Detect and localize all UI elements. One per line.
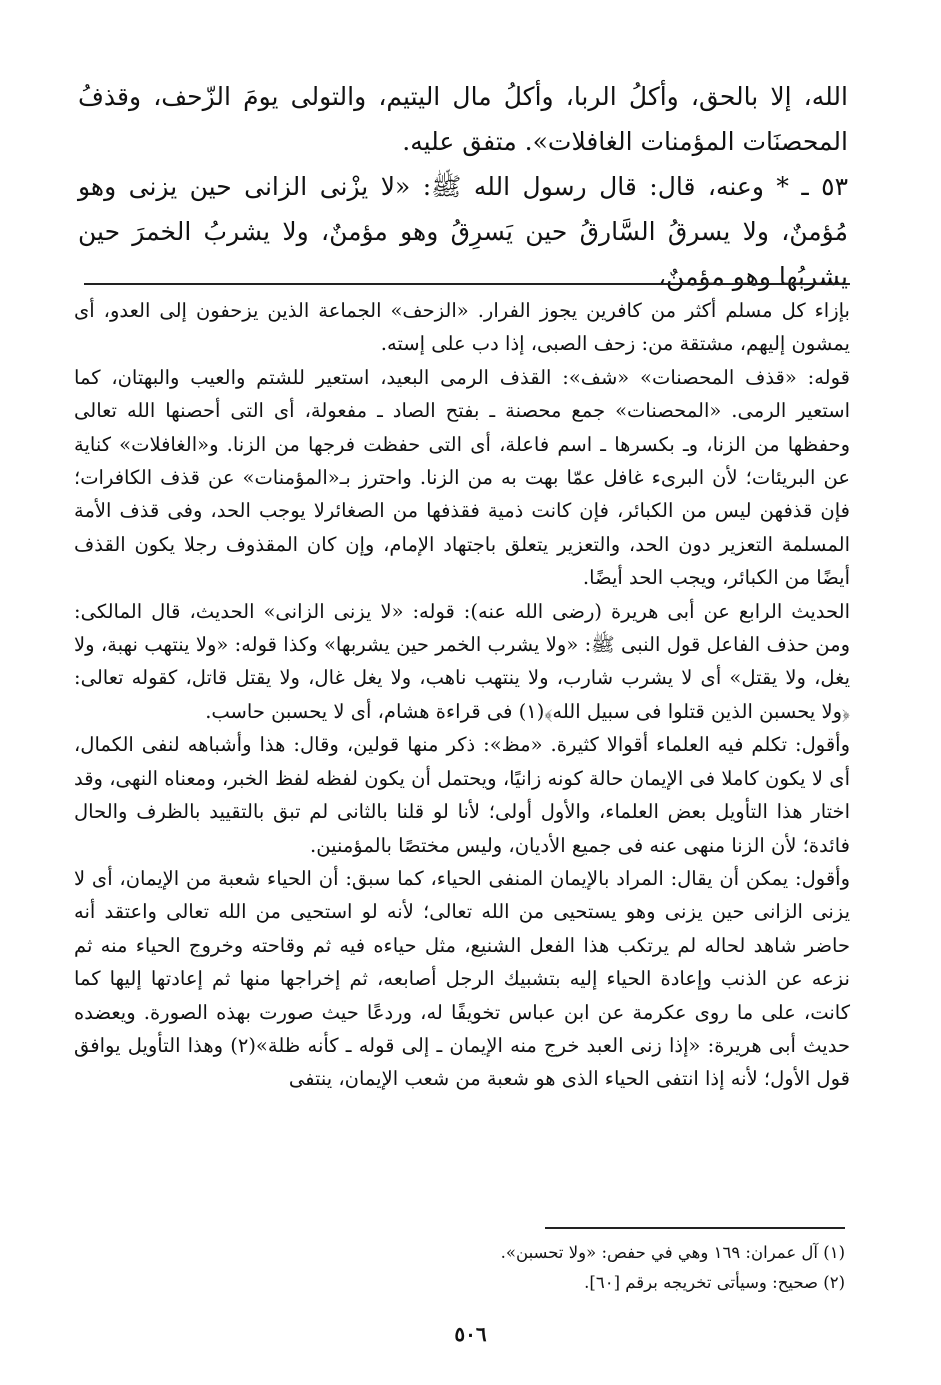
main-divider: [84, 283, 850, 285]
commentary-paragraph: بإزاء كل مسلم أكثر من كافرين يجوز الفرار. «الزحف» الجماعة الذين يزحفون إلى العدو، أى يمشون إليهم، مشتقة من: زحف الصبى، إذا دب على إسته.: [74, 299, 850, 356]
hadith-text: [78, 74, 848, 299]
commentary-paragraph: قوله: «قذف المحصنات» «شف»: القذف الرمى البعيد، استعير للشتم والعيب والبهتان، كما استعير الرمى. «المحصنات» جمع محصنة ـ بفتح الصاد ـ مفعولة، أى التى أحصنها الله تعالى وحفظها من الزنا، وـ بكسرها ـ اسم فاعلة، أى التى حفظت فرجها من الزنا. و«الغافلات» كناية عن البريئات؛ لأن البرىء غافل عمّا بهت به من الزنا. واحترز بـ«المؤمنات» عن قذف الكافرات؛ فإن قذفهن ليس من الكبائر، فإن كانت ذمية فقذفها من الصغائرلا يوجب الحد، وفى قذف الأمة المسلمة التعزير دون الحد، والتعزير يتعلق باجتهاد الإمام، وإن كان المقذوف رجلا يكون القذف أيضًا من الكبائر، ويجب الحد أيضًا.: [74, 365, 850, 590]
commentary-paragraph: الحديث الرابع عن أبى هريرة (رضى الله عنه): قوله: «لا يزنى الزانى» الحديث، قال المالكى: ومن حذف الفاعل قول النبى ﷺ: «ولا يشرب الخمر حين يشربها» وكذا قوله: «ولا ينتهب نهبة، ولا يغل، ولا يقتل» أى لا يشرب شارب، ولا ينتهب ناهب، ولا يغل غال، ولا يقتل قاتل، كقوله تعالى: ﴿ولا يحسبن الذين قتلوا فى سبيل الله﴾(١) فى قراءة هشام، أى لا يحسبن حاسب.: [74, 599, 850, 723]
page-number: ٥٠٦: [454, 1322, 487, 1346]
footnote-1: (١) آل عمران: ١٦٩ وهي في حفص: «ولا تحسبن».: [500, 1243, 845, 1262]
commentary-paragraph: وأقول: تكلم فيه العلماء أقوالا كثيرة. «مظ»: ذكر منها قولين، وقال: هذا وأشباهه لنفى الكمال، أى لا يكون كاملا فى الإيمان حالة كونه زانيًا، ويحتمل أن يكون لفظه لفظ الخبر، ومعناه النهى، وقد اختار هذا التأويل بعض العلماء، والأول أولى؛ لأنا لو قلنا بالثانى لم تبق بالتقييد بالظرف والحال فائدة؛ لأن الزنا منهى عنه فى جميع الأديان، وليس مختصًا بالمؤمنين.: [74, 733, 850, 857]
commentary-text: [74, 294, 850, 1096]
hadith-paragraph-2: ٥٣ ـ * وعنه، قال: قال رسول الله ﷺ: «لا يزْنى الزانى حين يزنى وهو مُؤمنٌ، ولا يسرقُ السَّارقُ حين يَسرِقُ وهو مؤمنٌ، ولا يشربُ الخمرَ حين يشربُها وهو مؤمنٌ،: [78, 172, 848, 291]
commentary-paragraph: وأقول: يمكن أن يقال: المراد بالإيمان المنفى الحياء، كما سبق: أن الحياء شعبة من الإيمان، أى لا يزنى الزانى حين يزنى وهو يستحيى من الله تعالى؛ لأنه لو استحيى من الله تعالى واعتقد أنه حاضر شاهد لحاله لم يرتكب هذا الفعل الشنيع، مثل حياءه فيه ثم وقاحته وخروج الحياء منه ثم نزعه عن الذنب وإعادة الحياء إليه بتشبيك الرجل أصابعه، ثم إخراجها منها ثم إعادتها إليها كما كانت، على ما روى عكرمة عن ابن عباس تخويفًا له، وردعًا حيث صورت بهذه الصورة. ويعضده حديث أبى هريرة: «إذا زنى العبد خرج منه الإيمان ـ إلى قوله ـ كأنه ظلة»(٢) وهذا التأويل يوافق قول الأول؛ لأنه إذا انتفى الحياء الذى هو شعبة من شعب الإيمان، ينتفى: [74, 866, 851, 1091]
footnotes: [300, 1238, 845, 1298]
hadith-paragraph-1: الله، إلا بالحق، وأكلُ الربا، وأكلُ مال اليتيم، والتولى يومَ الزّحف، وقذفُ المحصنَات المؤمنات الغافلات». متفق عليه.: [78, 82, 848, 156]
footnote-2: (٢) صحيح: وسيأتى تخريجه برقم [٦٠].: [584, 1273, 845, 1292]
footnote-divider: [545, 1227, 845, 1229]
